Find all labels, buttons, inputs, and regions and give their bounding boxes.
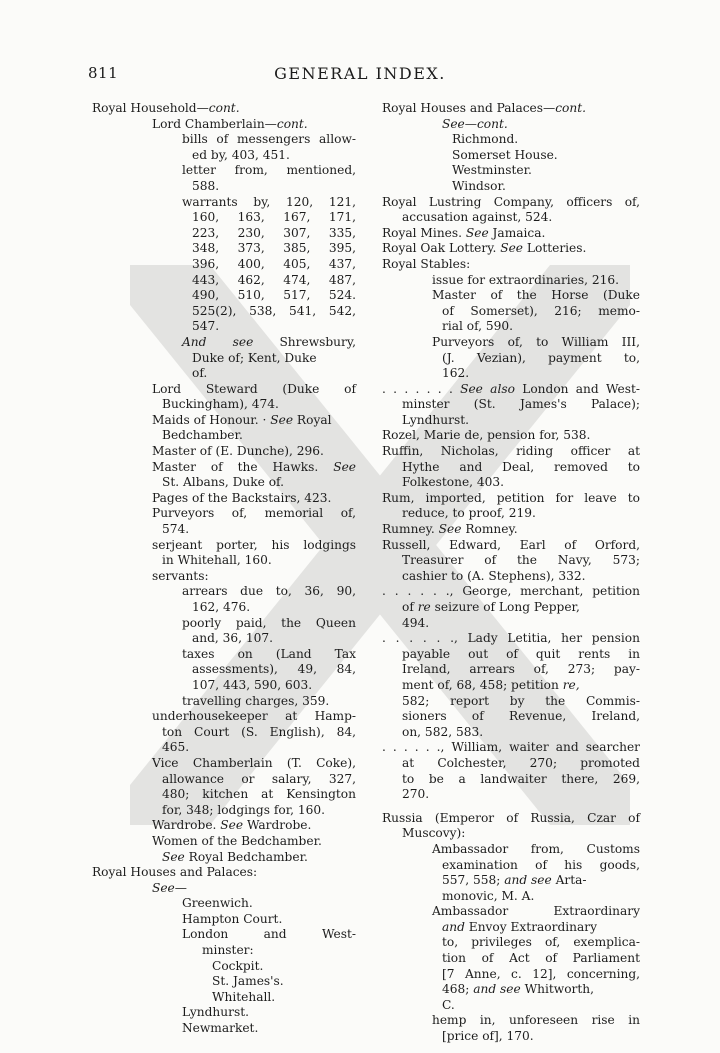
index-subentry-line <box>92 460 356 476</box>
italic-text: re <box>417 600 431 614</box>
entry-text: Arta- <box>551 873 587 888</box>
entry-text: C. <box>442 997 455 1012</box>
entry-text: Women of the Bedchamber. <box>152 833 322 848</box>
entry-text: 557, 558; <box>442 873 505 888</box>
index-subentry-line <box>382 1013 640 1029</box>
index-subentry-line <box>382 163 640 179</box>
index-subentry-line <box>92 881 356 897</box>
index-subentry-line <box>382 1029 640 1045</box>
index-subentry-line <box>382 319 640 335</box>
index-subentry-line <box>382 772 640 788</box>
index-subentry-line <box>382 920 640 936</box>
entry-text: Hampton Court. <box>182 911 283 926</box>
entry-text: London and West- <box>182 927 356 942</box>
index-subentry-line <box>382 647 640 663</box>
index-subentry-line <box>382 460 640 476</box>
index-subentry-line <box>92 257 356 273</box>
index-subentry-line <box>92 210 356 226</box>
running-head: GENERAL INDEX. <box>274 64 446 83</box>
index-subentry-line <box>382 366 640 382</box>
entry-text: rial of, 590. <box>442 319 514 334</box>
entry-text: (J. Vezian), payment to, <box>442 350 640 365</box>
entry-text: Russell, Edward, Earl of Orford, <box>382 537 640 552</box>
entry-text: Lotteries. <box>523 241 587 256</box>
entry-text: 348, 373, 385, 395, <box>192 241 356 256</box>
entry-text: Lord Chamberlain— <box>152 116 277 131</box>
entry-text: 490, 510, 517, 524. <box>192 288 356 303</box>
entry-text: 465. <box>162 740 190 755</box>
entry-text: Royal Oak Lottery. <box>382 241 501 256</box>
index-subentry-line <box>92 974 356 990</box>
index-headword-line <box>382 226 640 242</box>
entry-text: hemp in, unforeseen rise in <box>432 1013 640 1028</box>
entry-text: allowance or salary, 327, <box>162 771 356 786</box>
entry-text: issue for extraordinaries, 216. <box>432 272 620 287</box>
index-subentry-line <box>92 662 356 678</box>
entry-text: Royal Mines. <box>382 225 466 240</box>
index-subentry-line <box>382 725 640 741</box>
entry-text: St. Albans, Duke of. <box>162 475 284 490</box>
entry-text: monovic, M. A. <box>442 888 535 903</box>
index-headword-line <box>92 865 356 881</box>
entry-text: Folkestone, 403. <box>402 475 505 490</box>
index-subentry-line <box>92 179 356 195</box>
entry-text: Rum, imported, petition for leave to <box>382 490 640 505</box>
index-subentry-line <box>382 967 640 983</box>
entry-text: 468; <box>442 982 474 997</box>
italic-text: and see <box>504 873 552 888</box>
entry-text: underhousekeeper at Hamp- <box>152 709 356 724</box>
index-subentry-line <box>92 273 356 289</box>
entry-text: warrants by, 120, 121, <box>182 194 356 209</box>
entry-text: Romney. <box>461 522 518 537</box>
italic-text: re, <box>562 677 580 692</box>
index-subentry-line <box>92 397 356 413</box>
entry-text: Rumney. <box>382 522 439 537</box>
index-subentry-line <box>92 756 356 772</box>
entry-text: accusation against, 524. <box>402 210 553 225</box>
entry-text: Vice Chamberlain (T. Coke), <box>152 755 356 770</box>
entry-text: Ireland, arrears of, 273; pay- <box>402 662 640 677</box>
index-subentry-line <box>382 553 640 569</box>
index-headword-line <box>382 195 640 211</box>
entry-text: Master of the Hawks. <box>152 459 334 474</box>
entry-text: sioners of Revenue, Ireland, <box>402 709 640 724</box>
index-subentry-line <box>382 600 640 616</box>
index-headword-line <box>382 631 640 647</box>
entry-text: Russia (Emperor of Russia, Czar of <box>382 810 640 825</box>
index-subentry-line <box>92 959 356 975</box>
index-subentry-line <box>382 904 640 920</box>
index-subentry-line <box>92 132 356 148</box>
index-subentry-line <box>92 896 356 912</box>
index-subentry-line <box>92 943 356 959</box>
page-header <box>0 64 720 86</box>
index-subentry-line <box>382 709 640 725</box>
entry-text: Envoy Extraordinary <box>464 919 597 934</box>
index-subentry-line <box>92 725 356 741</box>
entry-text: Westminster. <box>452 163 532 178</box>
index-subentry-line <box>92 522 356 538</box>
italic-text: and see <box>473 982 521 997</box>
italic-text: See <box>152 880 175 895</box>
italic-text: See <box>162 849 185 864</box>
index-subentry-line <box>92 553 356 569</box>
index-subentry-line <box>92 834 356 850</box>
index-subentry-line <box>92 584 356 600</box>
index-subentry-line <box>382 982 640 998</box>
index-subentry-line <box>382 335 640 351</box>
entry-text: Pages of the Backstairs, 423. <box>152 490 332 505</box>
entry-text: 574. <box>162 522 190 537</box>
italic-text: cont. <box>555 101 586 115</box>
index-headword-line <box>382 491 640 507</box>
entry-text: letter from, mentioned, <box>182 163 356 178</box>
entry-text: in Whitehall, 160. <box>162 553 272 568</box>
entry-text: 582; report by the Commis- <box>402 693 640 708</box>
index-subentry-line <box>382 148 640 164</box>
index-subentry-line <box>92 226 356 242</box>
index-headword-line <box>382 538 640 554</box>
entry-text: Lyndhurst. <box>182 1005 249 1020</box>
index-subentry-line <box>92 117 356 133</box>
index-subentry-line <box>382 273 640 289</box>
entry-text: Jamaica. <box>488 225 546 240</box>
index-subentry-line <box>382 694 640 710</box>
index-headword-line <box>382 740 640 756</box>
index-subentry-line <box>92 740 356 756</box>
index-subentry-line <box>92 288 356 304</box>
entry-text: assessments), 49, 84, <box>192 662 356 677</box>
entry-text: for, 348; lodgings for, 160. <box>162 802 326 817</box>
entry-text: Maids of Honour. · <box>152 412 271 427</box>
index-subentry-line <box>382 842 640 858</box>
index-subentry-line <box>382 475 640 491</box>
index-subentry-line <box>382 413 640 429</box>
index-subentry-line <box>382 873 640 889</box>
index-subentry-line <box>92 241 356 257</box>
entry-text: ment of, 68, 458; petition <box>402 677 563 692</box>
spacer <box>382 803 640 811</box>
index-headword-line <box>382 101 640 117</box>
italic-text: See <box>438 522 462 537</box>
entry-text: ed by, 403, 451. <box>192 147 290 162</box>
entry-text: Royal Household— <box>92 101 209 115</box>
entry-text: 396, 400, 405, 437, <box>192 256 356 271</box>
entry-text: 588. <box>192 178 220 193</box>
index-subentry-line <box>92 195 356 211</box>
entry-text: 162, 476. <box>192 600 251 614</box>
index-subentry-line <box>382 304 640 320</box>
entry-text: Hythe and Deal, removed to <box>402 459 640 474</box>
entry-text: Newmarket. <box>182 1021 259 1036</box>
index-subentry-line <box>382 397 640 413</box>
index-subentry-line <box>92 163 356 179</box>
index-subentry-line <box>92 631 356 647</box>
entry-text: . . . . . ., George, merchant, petition <box>382 584 640 599</box>
entry-text: Master of (E. Dunche), 296. <box>152 444 324 459</box>
index-subentry-line <box>92 787 356 803</box>
index-subentry-line <box>92 491 356 507</box>
index-subentry-line <box>92 148 356 164</box>
index-subentry-line <box>382 506 640 522</box>
entry-text: 162. <box>442 366 470 381</box>
italic-text: See <box>220 818 244 833</box>
index-subentry-line <box>92 444 356 460</box>
index-subentry-line <box>382 998 640 1014</box>
italic-text: See <box>270 412 294 427</box>
entry-text: 494. <box>402 615 430 630</box>
entry-text: minster: <box>202 943 254 958</box>
entry-text: Bedchamber. <box>162 428 243 443</box>
entry-text: Purveyors of, memorial of, <box>152 506 356 521</box>
index-subentry-line <box>92 506 356 522</box>
index-subentry-line <box>92 382 356 398</box>
index-subentry-line <box>92 351 356 367</box>
index-subentry-line <box>92 304 356 320</box>
index-subentry-line <box>92 413 356 429</box>
index-headword-line <box>382 257 640 273</box>
page-number: 811 <box>88 64 119 82</box>
entry-text: . . . . . ., Lady Letitia, her pension <box>382 631 640 646</box>
entry-text: Buckingham), 474. <box>162 397 279 412</box>
entry-text: Master of the Horse (Duke <box>432 288 640 303</box>
entry-text: Lord Steward (Duke of <box>152 381 356 396</box>
entry-text: Purveyors of, to William III, <box>432 334 640 349</box>
entry-text: of. <box>192 366 208 381</box>
entry-text: 270. <box>402 787 430 802</box>
index-subentry-line <box>92 428 356 444</box>
index-headword-line <box>382 241 640 257</box>
entry-text: Rozel, Marie de, pension for, 538. <box>382 428 591 443</box>
index-subentry-line <box>382 826 640 842</box>
entry-text: 160, 163, 167, 171, <box>192 210 356 225</box>
entry-text: and, 36, 107. <box>192 631 274 646</box>
entry-text: bills of messengers allow- <box>182 132 356 147</box>
index-subentry-line <box>92 538 356 554</box>
index-subentry-line <box>92 335 356 351</box>
entry-text: 480; kitchen at Kensington <box>162 787 356 802</box>
entry-text: Shrewsbury, <box>253 334 356 349</box>
left-index-column <box>92 101 356 1037</box>
entry-text: Royal Houses and Palaces: <box>92 865 258 880</box>
index-headword-line <box>382 522 640 538</box>
entry-text: London and West- <box>514 381 641 396</box>
index-subentry-line <box>92 475 356 491</box>
entry-text: Greenwich. <box>182 896 253 911</box>
index-subentry-line <box>382 132 640 148</box>
index-subentry-line <box>382 787 640 803</box>
index-subentry-line <box>92 990 356 1006</box>
index-subentry-line <box>382 662 640 678</box>
entry-text: Ambassador Extraordinary <box>432 904 640 919</box>
entry-text: Somerset House. <box>452 147 558 162</box>
entry-text: Richmond. <box>452 132 519 147</box>
index-subentry-line <box>382 935 640 951</box>
index-subentry-line <box>382 951 640 967</box>
entry-text: to be a landwaiter there, 269, <box>402 771 640 786</box>
entry-text: 223, 230, 307, 335, <box>192 225 356 240</box>
index-headword-line <box>92 101 356 117</box>
entry-text: at Colchester, 270; promoted <box>402 755 640 770</box>
index-subentry-line <box>382 858 640 874</box>
index-subentry-line <box>382 288 640 304</box>
entry-text: reduce, to proof, 219. <box>402 506 536 521</box>
index-headword-line <box>382 382 640 398</box>
entry-text: Royal Bedchamber. <box>184 849 308 864</box>
entry-text: of Somerset), 216; memo- <box>442 303 640 318</box>
entry-text: ton Court (S. English), 84, <box>162 724 356 739</box>
entry-text: Wardrobe. <box>243 818 312 833</box>
index-subentry-line <box>92 803 356 819</box>
italic-text: And see <box>182 334 254 349</box>
index-subentry-line <box>92 912 356 928</box>
entry-text: travelling charges, 359. <box>182 693 330 708</box>
index-subentry-line <box>382 179 640 195</box>
italic-text: See <box>333 459 356 474</box>
entry-text: Wardrobe. <box>152 818 221 833</box>
entry-text: taxes on (Land Tax <box>182 646 356 661</box>
entry-text: arrears due to, 36, 90, <box>182 584 356 599</box>
italic-text: See also <box>460 381 515 396</box>
index-subentry-line <box>382 616 640 632</box>
index-headword-line <box>382 428 640 444</box>
entry-text: St. James's. <box>212 974 284 989</box>
entry-text: Ruffin, Nicholas, riding officer at <box>382 444 640 459</box>
index-headword-line <box>382 584 640 600</box>
entry-text: [7 Anne, c. 12], concerning, <box>442 966 640 981</box>
index-subentry-line <box>92 927 356 943</box>
index-subentry-line <box>92 569 356 585</box>
entry-text: cashier to (A. Stephens), 332. <box>402 568 586 583</box>
entry-text: 525(2), 538, 541, 542, <box>192 303 356 318</box>
entry-text: poorly paid, the Queen <box>182 615 356 630</box>
index-subentry-line <box>92 600 356 616</box>
entry-text: to, privileges of, exemplica- <box>442 935 640 950</box>
index-subentry-line <box>92 818 356 834</box>
index-subentry-line <box>92 647 356 663</box>
entry-text: of <box>402 600 418 614</box>
entry-text: . . . . . . . <box>382 381 461 396</box>
index-subentry-line <box>92 772 356 788</box>
entry-text: 547. <box>192 319 220 334</box>
index-subentry-line <box>382 210 640 226</box>
entry-text: 443, 462, 474, 487, <box>192 272 356 287</box>
entry-text: . . . . . ., William, waiter and searcher <box>382 740 640 755</box>
entry-text: — <box>174 880 187 895</box>
italic-text: cont. <box>208 101 240 115</box>
index-subentry-line <box>92 1021 356 1037</box>
entry-text: tion of Act of Parliament <box>442 951 640 966</box>
entry-text: Royal Lustring Company, officers of, <box>382 194 640 209</box>
index-subentry-line <box>92 616 356 632</box>
entry-text: Windsor. <box>452 178 506 193</box>
entry-text: Royal <box>293 412 332 427</box>
index-subentry-line <box>92 319 356 335</box>
index-subentry-line <box>382 678 640 694</box>
italic-text: cont. <box>276 116 308 131</box>
entry-text: Ambassador from, Customs <box>432 841 640 856</box>
index-subentry-line <box>382 117 640 133</box>
entry-text: Duke of; Kent, Duke <box>192 350 317 365</box>
entry-text: examination of his goods, <box>442 857 640 872</box>
right-index-column <box>382 101 640 1045</box>
index-subentry-line <box>382 756 640 772</box>
index-subentry-line <box>92 694 356 710</box>
entry-text: Lyndhurst. <box>402 412 469 427</box>
index-subentry-line <box>92 709 356 725</box>
entry-text: Muscovy): <box>402 826 466 841</box>
index-subentry-line <box>382 889 640 905</box>
index-subentry-line <box>382 351 640 367</box>
index-subentry-line <box>92 850 356 866</box>
italic-text: and <box>442 919 465 934</box>
entry-text: on, 582, 583. <box>402 724 484 739</box>
index-subentry-line <box>382 569 640 585</box>
entry-text: 107, 443, 590, 603. <box>192 677 313 692</box>
entry-text: Cockpit. <box>212 958 264 973</box>
index-headword-line <box>382 444 640 460</box>
italic-text: See <box>500 241 524 256</box>
entry-text: seizure of Long Pepper, <box>430 600 580 614</box>
italic-text: See—cont. <box>442 116 508 131</box>
entry-text: Whitworth, <box>520 982 594 997</box>
entry-text: minster (St. James's Palace); <box>402 397 640 412</box>
entry-text: Royal Stables: <box>382 256 471 271</box>
entry-text: Treasurer of the Navy, 573; <box>402 553 640 568</box>
index-subentry-line <box>92 1005 356 1021</box>
entry-text: Royal Houses and Palaces— <box>382 101 556 115</box>
entry-text: serjeant porter, his lodgings <box>152 537 356 552</box>
entry-text: payable out of quit rents in <box>402 646 640 661</box>
index-subentry-line <box>92 678 356 694</box>
entry-text: servants: <box>152 568 209 583</box>
entry-text: [price of], 170. <box>442 1029 534 1044</box>
entry-text: Whitehall. <box>212 989 276 1004</box>
italic-text: See <box>465 225 489 240</box>
index-subentry-line <box>92 366 356 382</box>
index-headword-line <box>382 811 640 827</box>
